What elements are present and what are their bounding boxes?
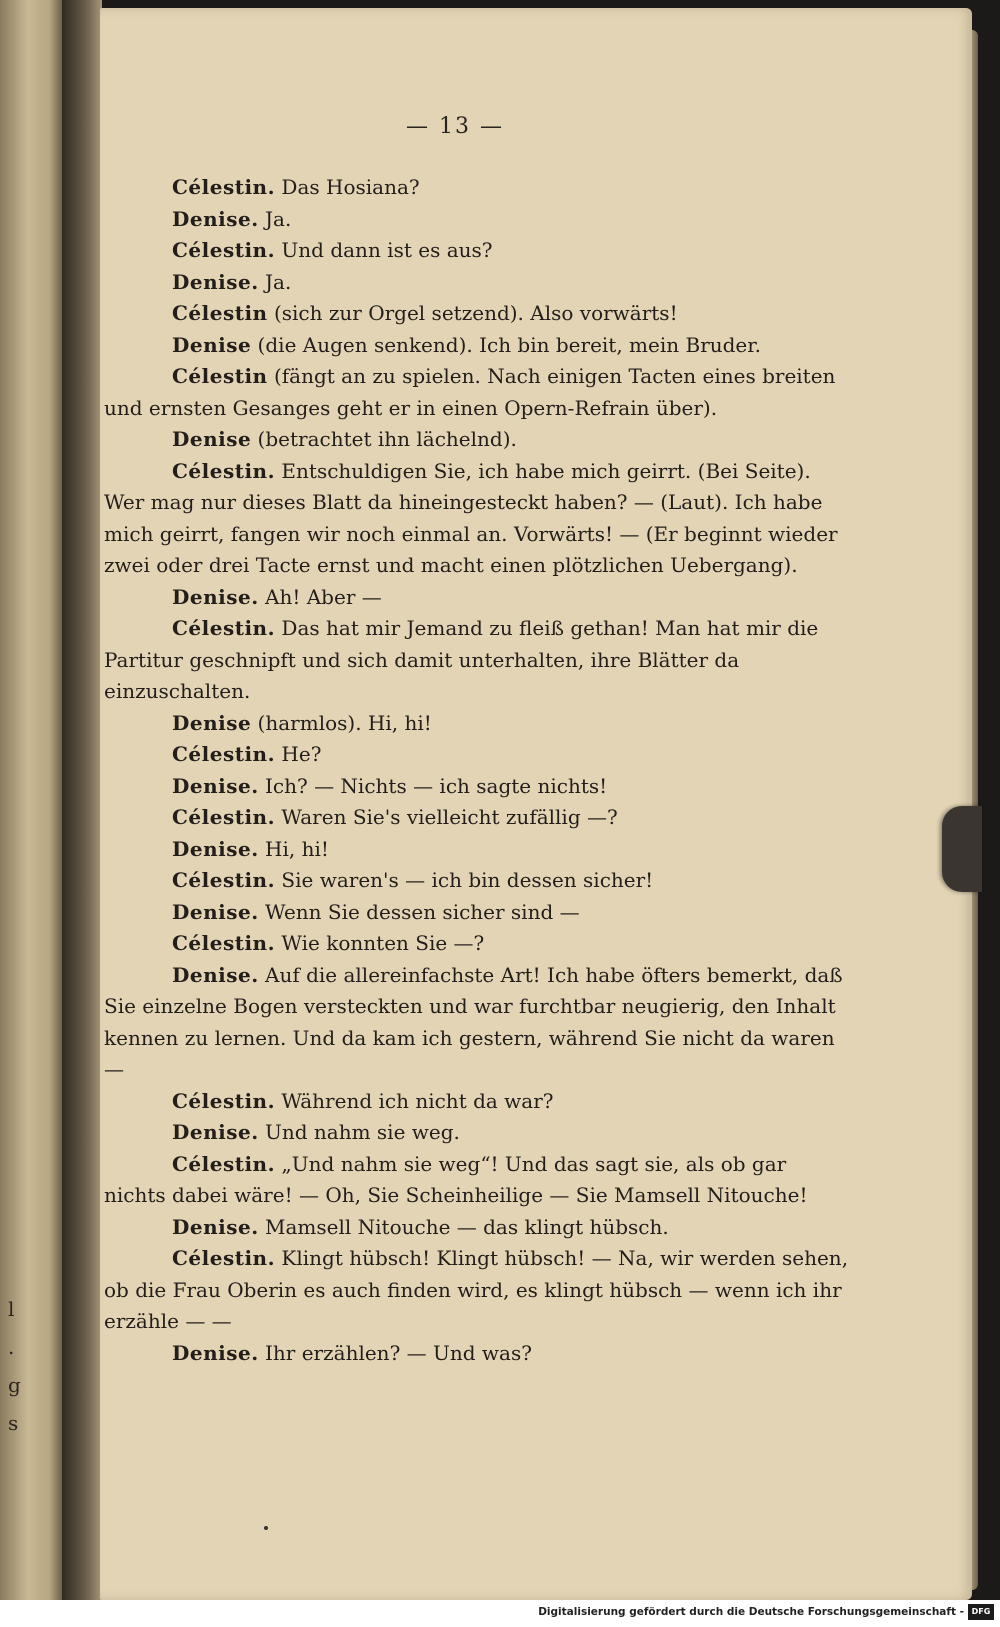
line-text: Wie konnten Sie —? (275, 931, 485, 955)
line-text: Ah! Aber — (258, 584, 382, 609)
speaker-name: Denise. (172, 584, 259, 609)
line-text: Und nahm sie weg. (258, 1120, 460, 1144)
fragment: s (8, 1411, 19, 1435)
speaker-name: Célestin. (172, 616, 276, 640)
dialogue-line (104, 771, 854, 803)
speaker-name: Célestin. (172, 1151, 276, 1176)
speaker-name: Denise (172, 710, 252, 735)
book-gutter (62, 0, 102, 1627)
scanner-clamp (942, 806, 982, 892)
line-text: Das hat mir Jemand zu fleiß gethan! Man hat mir die Partitur geschnipft und sich damit unterhalten, ihre Blätter da einzuschalten. (104, 616, 819, 703)
previous-page-edge (0, 0, 62, 1627)
line-text: Ich? — Nichts — ich sagte nichts! (258, 773, 608, 798)
speaker-name: Célestin. (172, 175, 276, 199)
speaker-name: Célestin. (172, 458, 276, 483)
speaker-name: Denise. (172, 1214, 259, 1239)
dfg-logo: DFG (968, 1604, 994, 1620)
line-text: Und dann ist es aus? (275, 238, 493, 262)
line-text: (die Augen senkend). Ich bin bereit, mein Bruder. (251, 332, 761, 357)
digitization-footer (0, 1600, 1000, 1627)
line-text: (sich zur Orgel setzend). Also vorwärts! (267, 301, 678, 325)
speaker-name: Denise. (172, 1340, 259, 1365)
line-text: Auf die allereinfachste Art! Ich habe öfters bemerkt, daß Sie einzelne Bogen versteckten und war furchtbar neugierig, den Inhalt kennen zu lernen. Und da kam ich gestern, während Sie nicht da waren — (104, 962, 843, 1081)
fragment: g (8, 1373, 21, 1397)
footer-credit: Digitalisierung gefördert durch die Deutsche Forschungsgemeinschaft - (538, 1606, 964, 1618)
dialogue-line (104, 1086, 854, 1118)
dialogue-line (104, 613, 854, 708)
page-number: — 13 — (406, 114, 504, 139)
dialogue-line (104, 424, 854, 456)
dialogue-line (104, 865, 854, 897)
dialogue-line (104, 928, 854, 960)
line-text: Während ich nicht da war? (275, 1088, 554, 1113)
dialogue-line (104, 1212, 854, 1244)
dialogue-line (104, 1149, 854, 1212)
dialogue-line (104, 172, 854, 204)
dialogue-line (104, 235, 854, 267)
fragment: l (8, 1297, 15, 1321)
line-text: Mamsell Nitouche — das klingt hübsch. (258, 1214, 669, 1239)
line-text: „Und nahm sie weg“! Und das sagt sie, als ob gar nichts dabei wäre! — Oh, Sie Scheinheilige — Sie Mamsell Nitouche! (104, 1151, 808, 1207)
speaker-name: Célestin. (172, 805, 276, 829)
speaker-name: Denise. (172, 962, 259, 987)
previous-page-fragments (8, 1290, 28, 1442)
line-text: Das Hosiana? (275, 175, 420, 199)
dialogue-line (104, 1338, 854, 1370)
dialogue-text (104, 172, 854, 1369)
speaker-name: Célestin. (172, 742, 276, 766)
dialogue-line (104, 960, 854, 1086)
speaker-name: Célestin. (172, 238, 276, 262)
line-text: Sie waren's — ich bin dessen sicher! (275, 868, 654, 892)
speaker-name: Célestin. (172, 868, 276, 892)
dialogue-line (104, 1243, 854, 1338)
speaker-name: Célestin (172, 301, 268, 325)
line-text: Ja. (258, 206, 292, 231)
ink-speck (264, 1526, 268, 1530)
speaker-name: Denise. (172, 899, 259, 924)
dialogue-line (104, 361, 854, 424)
dialogue-line (104, 582, 854, 614)
speaker-name: Célestin. (172, 1246, 276, 1270)
speaker-name: Denise. (172, 773, 259, 798)
fragment: . (8, 1335, 15, 1359)
line-text: Ihr erzählen? — Und was? (258, 1340, 532, 1365)
line-text: Wenn Sie dessen sicher sind — (258, 899, 580, 924)
dialogue-line (104, 330, 854, 362)
speaker-name: Denise. (172, 1120, 259, 1144)
dialogue-line (104, 739, 854, 771)
line-text: Hi, hi! (258, 836, 329, 861)
line-text: (fängt an zu spielen. Nach einigen Tacten eines breiten und ernsten Gesanges geht er in einen Opern-Refrain über). (104, 364, 836, 420)
dialogue-line (104, 708, 854, 740)
dialogue-line (104, 456, 854, 582)
speaker-name: Denise. (172, 269, 259, 294)
line-text: He? (275, 742, 322, 766)
speaker-name: Denise (172, 427, 252, 451)
dialogue-line (104, 298, 854, 330)
speaker-name: Denise. (172, 836, 259, 861)
speaker-name: Célestin (172, 364, 268, 388)
line-text: Ja. (258, 269, 292, 294)
dialogue-line (104, 267, 854, 299)
speaker-name: Denise (172, 332, 252, 357)
dialogue-line (104, 834, 854, 866)
dialogue-line (104, 897, 854, 929)
line-text: Klingt hübsch! Klingt hübsch! — Na, wir werden sehen, ob die Frau Oberin es auch finden wird, es klingt hübsch — wenn ich ihr erzähle — — (104, 1246, 849, 1333)
speaker-name: Célestin. (172, 931, 276, 955)
dialogue-line (104, 1117, 854, 1149)
dialogue-line (104, 802, 854, 834)
speaker-name: Célestin. (172, 1088, 276, 1113)
line-text: Waren Sie's vielleicht zufällig —? (275, 805, 618, 829)
dialogue-line (104, 204, 854, 236)
line-text: Entschuldigen Sie, ich habe mich geirrt. (Bei Seite). Wer mag nur dieses Blatt da hineingesteckt haben? — (Laut). Ich habe mich geirrt, fangen wir noch einmal an. Vorwärts! — (Er beginnt wieder zwei oder drei Tacte ernst und macht einen plötzlichen Uebergang). (104, 458, 838, 577)
line-text: (betrachtet ihn lächelnd). (251, 427, 517, 451)
line-text: (harmlos). Hi, hi! (251, 710, 432, 735)
speaker-name: Denise. (172, 206, 259, 231)
